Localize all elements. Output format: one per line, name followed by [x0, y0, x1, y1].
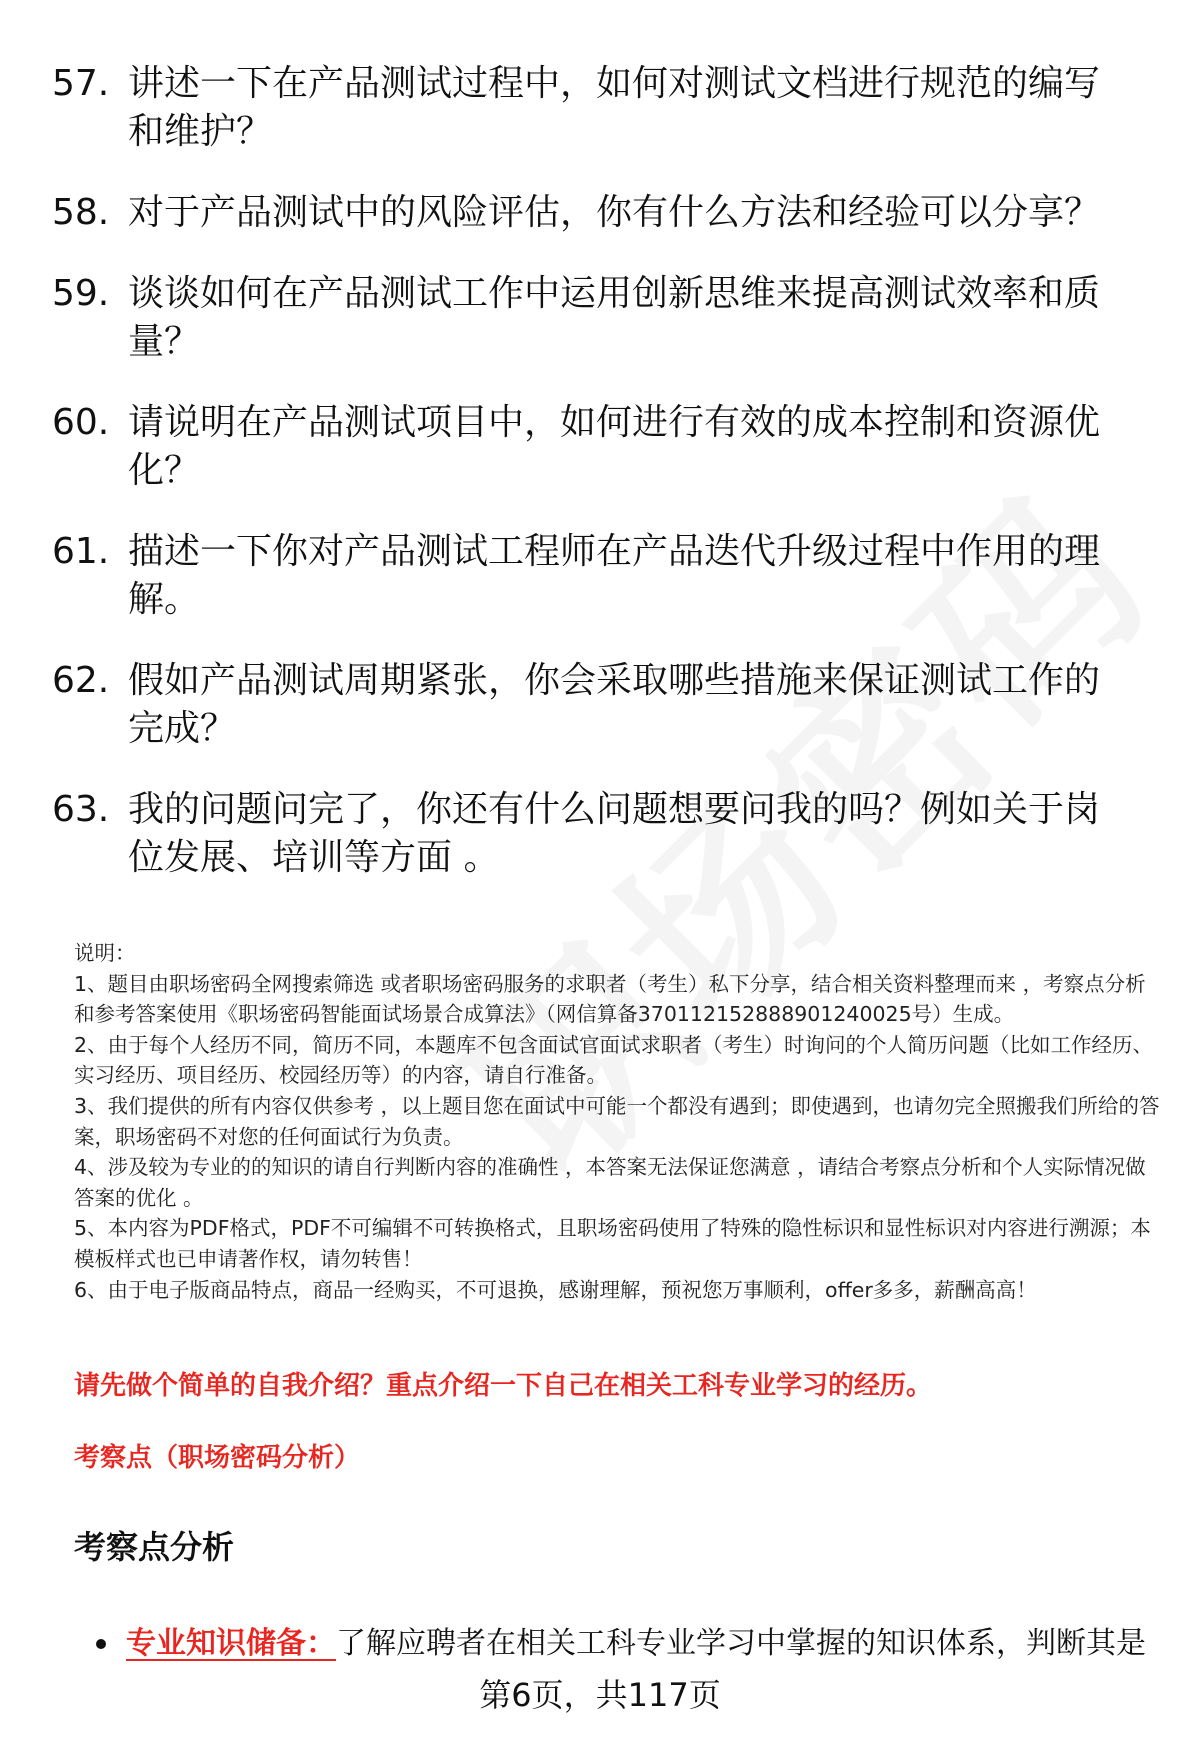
question-item	[52, 786, 1152, 882]
question-item	[52, 60, 1152, 156]
question-item	[52, 657, 1152, 753]
question-number: 58.	[52, 192, 110, 233]
question-number: 57.	[52, 63, 110, 104]
question-text: 描述一下你对产品测试工程师在产品迭代升级过程中作用的理解。	[128, 531, 1101, 620]
question-text: 我的问题问完了，你还有什么问题想要问我的吗？例如关于岗位发展、培训等方面 。	[128, 789, 1101, 878]
question-number: 59.	[52, 273, 110, 314]
question-item	[52, 270, 1152, 366]
section-title: 考察点分析	[74, 1528, 235, 1566]
note-item: 4、涉及较为专业的的知识的请自行判断内容的准确性 ，本答案无法保证您满意 ，请结合考察点分析和个人实际情况做答案的优化 。	[74, 1155, 1146, 1210]
question-number: 61.	[52, 531, 110, 572]
bullet-item	[96, 1622, 1186, 1666]
note-item: 6、由于电子版商品特点，商品一经购买，不可退换，感谢理解，预祝您万事顺利，offer多多，薪酬高高！	[74, 1277, 1037, 1302]
question-text: 假如产品测试周期紧张，你会采取哪些措施来保证测试工作的完成？	[128, 660, 1101, 749]
page-footer: 第6页，共117页	[479, 1676, 721, 1714]
interview-question-heading: 请先做个简单的自我介绍？重点介绍一下自己在相关工科专业学习的经历。	[74, 1371, 933, 1401]
question-number: 62.	[52, 660, 110, 701]
question-item	[52, 189, 1152, 237]
question-item	[52, 528, 1152, 624]
bullet-dot-icon	[96, 1639, 106, 1649]
bullet-text: 了解应聘者在相关工科专业学习中掌握的知识体系，判断其是	[336, 1626, 1146, 1661]
analysis-subheading: 考察点（职场密码分析）	[74, 1443, 361, 1473]
question-item	[52, 399, 1152, 495]
notes-heading: 说明：	[74, 941, 136, 965]
question-number: 60.	[52, 402, 110, 443]
question-text: 讲述一下在产品测试过程中，如何对测试文档进行规范的编写和维护？	[128, 63, 1101, 152]
bullet-label: 专业知识储备：	[126, 1626, 336, 1661]
note-item: 2、由于每个人经历不同，简历不同，本题库不包含面试官面试求职者（考生）时询问的个人简历问题（比如工作经历、实习经历、项目经历、校园经历等）的内容，请自行准备。	[74, 1032, 1154, 1088]
question-text: 谈谈如何在产品测试工作中运用创新思维来提高测试效率和质量？	[128, 273, 1101, 362]
note-item: 3、我们提供的所有内容仅供参考 ，以上题目您在面试中可能一个都没有遇到；即使遇到，也请勿完全照搬我们所给的答案，职场密码不对您的任何面试行为负责。	[74, 1093, 1160, 1149]
question-number: 63.	[52, 789, 110, 830]
note-item: 1、题目由职场密码全网搜索筛选 或者职场密码服务的求职者（考生）私下分享，结合相关资料整理而来 ，考察点分析和参考答案使用《职场密码智能面试场景合成算法》（网信算备370112152888901240025号）生成。	[74, 971, 1146, 1027]
disclaimer-notes	[74, 938, 1164, 1305]
note-item: 5、本内容为PDF格式，PDF不可编辑不可转换格式，且职场密码使用了特殊的隐性标识和显性标识对内容进行溯源；本模板样式也已申请著作权，请勿转售！	[74, 1216, 1151, 1271]
question-text: 请说明在产品测试项目中，如何进行有效的成本控制和资源优化？	[128, 402, 1101, 491]
question-list	[52, 60, 1152, 915]
question-text: 对于产品测试中的风险评估，你有什么方法和经验可以分享？	[128, 192, 1101, 233]
